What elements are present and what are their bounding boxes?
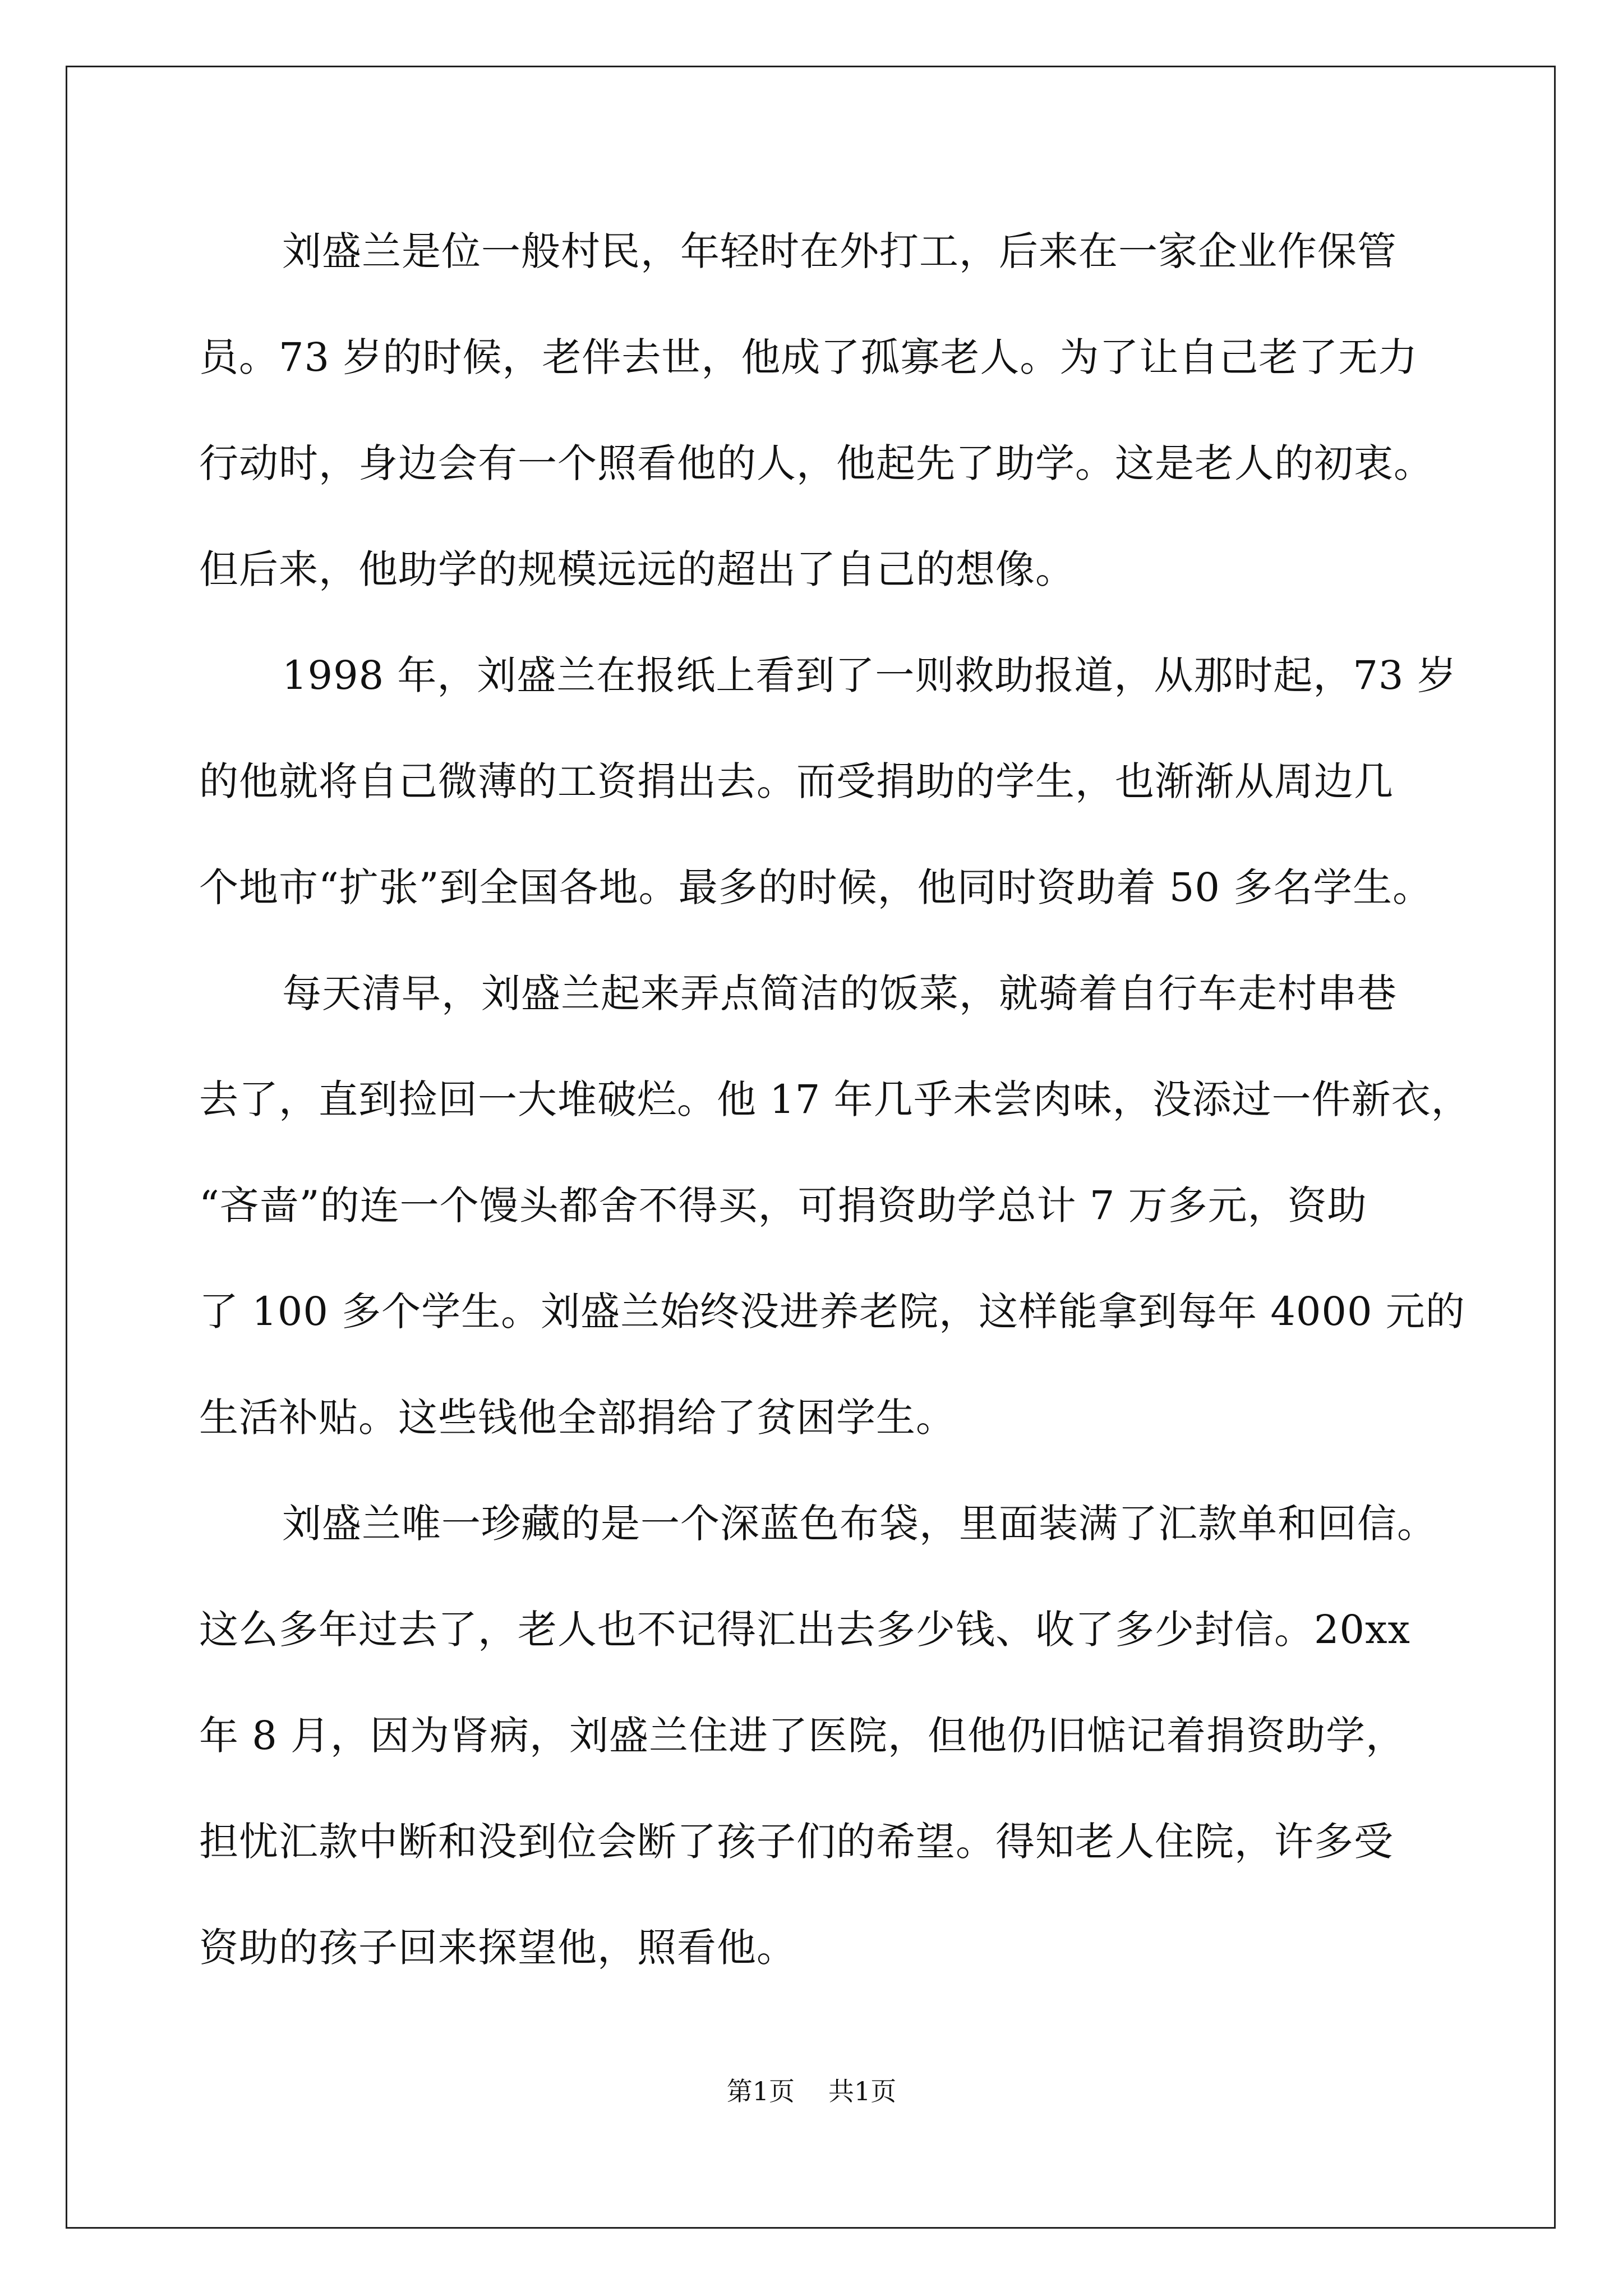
paragraph-1-line-3: 行动时，身边会有一个照看他的人，他起先了助学。这是老人的初衷。 — [199, 440, 1433, 486]
paragraph-3-line-2: 去了，直到捡回一大堆破烂。他 17 年几乎未尝肉味，没添过一件新衣， — [199, 1076, 1471, 1122]
paragraph-4-line-4: 担忧汇款中断和没到位会断了孩子们的希望。得知老人住院，许多受 — [199, 1819, 1394, 1865]
page-total: 共1页 — [828, 2076, 897, 2106]
page-number: 第1页 — [726, 2076, 795, 2106]
paragraph-4-line-1: 刘盛兰唯一珍藏的是一个深蓝色布袋，里面装满了汇款单和回信。 — [282, 1501, 1437, 1547]
paragraph-1-line-2: 员。73 岁的时候，老伴去世，他成了孤寡老人。为了让自己老了无力 — [199, 334, 1418, 380]
paragraph-3-line-1: 每天清早，刘盛兰起来弄点简洁的饭菜，就骑着自行车走村串巷 — [282, 970, 1397, 1016]
paragraph-4-line-2: 这么多年过去了，老人也不记得汇出去多少钱、收了多少封信。20xx — [199, 1607, 1411, 1653]
paragraph-3-line-4: 了 100 多个学生。刘盛兰始终没进养老院，这样能拿到每年 4000 元的 — [199, 1289, 1465, 1335]
paragraph-4-line-5: 资助的孩子回来探望他，照看他。 — [199, 1925, 796, 1971]
paragraph-3-line-3: “吝啬”的连一个馒头都舍不得买，可捐资助学总计 7 万多元，资助 — [199, 1182, 1367, 1228]
paragraph-3-line-5: 生活补贴。这些钱他全部捐给了贫困学生。 — [199, 1395, 956, 1441]
paragraph-2-line-2: 的他就将自己微薄的工资捐出去。而受捐助的学生，也渐渐从周边几 — [199, 758, 1394, 804]
document-body — [199, 216, 1471, 2018]
page-footer — [0, 2074, 1623, 2108]
paragraph-1-line-4: 但后来，他助学的规模远远的超出了自己的想像。 — [199, 546, 1075, 592]
paragraph-4-line-3: 年 8 月，因为肾病，刘盛兰住进了医院，但他仍旧惦记着捐资助学， — [199, 1713, 1406, 1759]
paragraph-1-line-1: 刘盛兰是位一般村民，年轻时在外打工，后来在一家企业作保管 — [282, 228, 1397, 274]
paragraph-2-line-1: 1998 年，刘盛兰在报纸上看到了一则救助报道，从那时起，73 岁 — [282, 652, 1457, 698]
paragraph-2-line-3: 个地市“扩张”到全国各地。最多的时候，他同时资助着 50 多名学生。 — [199, 864, 1433, 910]
